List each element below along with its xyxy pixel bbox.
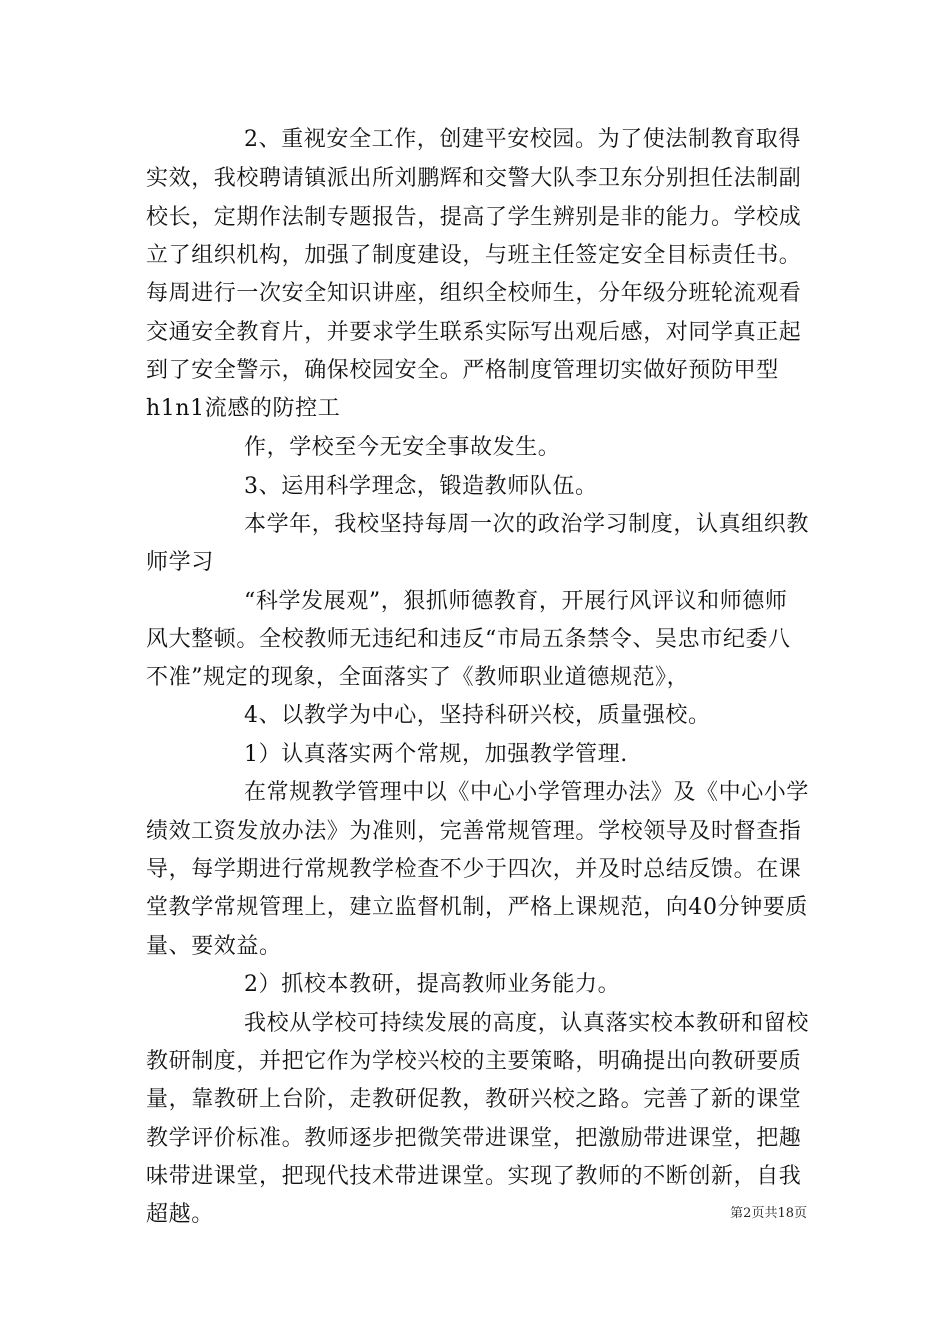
paragraph-line: h1n1流感的防控工 [146, 396, 341, 421]
paragraph-line: 师学习 [146, 550, 214, 575]
paragraph-line: 交通安全教育片，并要求学生联系实际写出观后感，对同学真正起 [146, 320, 802, 345]
paragraph-line: 绩效工资发放办法》为准则，完善常规管理。学校领导及时督查指 [146, 819, 802, 844]
section-heading: 3、运用科学理念，锻造教师队伍。 [244, 474, 598, 499]
paragraph-line: 校长，定期作法制专题报告，提高了学生辨别是非的能力。学校成 [146, 205, 802, 230]
paragraph-line: “科学发展观”，狠抓师德教育，开展行风评议和师德师 [244, 589, 788, 614]
subsection-heading: 1）认真落实两个常规，加强教学管理. [244, 742, 628, 767]
paragraph-line: 立了组织机构，加强了制度建设，与班主任签定安全目标责任书。 [146, 243, 802, 268]
paragraph-line: 实效，我校聘请镇派出所刘鹏辉和交警大队李卫东分别担任法制副 [146, 166, 802, 191]
paragraph-line: 我校从学校可持续发展的高度，认真落实校本教研和留校 [244, 1011, 810, 1036]
paragraph-line: 教学评价标准。教师逐步把微笑带进课堂，把激励带进课堂，把趣 [146, 1126, 802, 1151]
paragraph-line: 导，每学期进行常规教学检查不少于四次，并及时总结反馈。在课 [146, 857, 802, 882]
subsection-heading: 2）抓校本教研，提高教师业务能力。 [244, 972, 621, 997]
paragraph-line: 作，学校至今无安全事故发生。 [244, 435, 561, 460]
page-number-footer: 第2页共18页 [730, 1206, 807, 1221]
paragraph-line: 教研制度，并把它作为学校兴校的主要策略，明确提出向教研要质 [146, 1049, 802, 1074]
paragraph-line: 堂教学常规管理上，建立监督机制，严格上课规范，向40分钟要质 [146, 895, 808, 920]
paragraph-line: 超越。 [146, 1202, 214, 1227]
paragraph-line: 在常规教学管理中以《中心小学管理办法》及《中心小学 [244, 780, 810, 805]
paragraph-line: 风大整顿。全校教师无违纪和违反“市局五条禁令、吴忠市纪委八 [146, 627, 791, 652]
paragraph-line: 味带进课堂，把现代技术带进课堂。实现了教师的不断创新，自我 [146, 1164, 802, 1189]
paragraph-line: 量，靠教研上台阶，走教研促教，教研兴校之路。完善了新的课堂 [146, 1087, 802, 1112]
section-heading: 4、以教学为中心，坚持科研兴校，质量强校。 [244, 703, 711, 728]
paragraph-line: 本学年，我校坚持每周一次的政治学习制度，认真组织教 [244, 512, 810, 537]
paragraph-line: 2、重视安全工作，创建平安校园。为了使法制教育取得 [244, 127, 801, 152]
paragraph-line: 量、要效益。 [146, 934, 282, 959]
paragraph-line: 到了安全警示，确保校园安全。严格制度管理切实做好预防甲型 [146, 358, 779, 383]
paragraph-line: 不准”规定的现象，全面落实了《教师职业道德规范》， [146, 665, 690, 690]
paragraph-line: 每周进行一次安全知识讲座，组织全校师生，分年级分班轮流观看 [146, 281, 802, 306]
